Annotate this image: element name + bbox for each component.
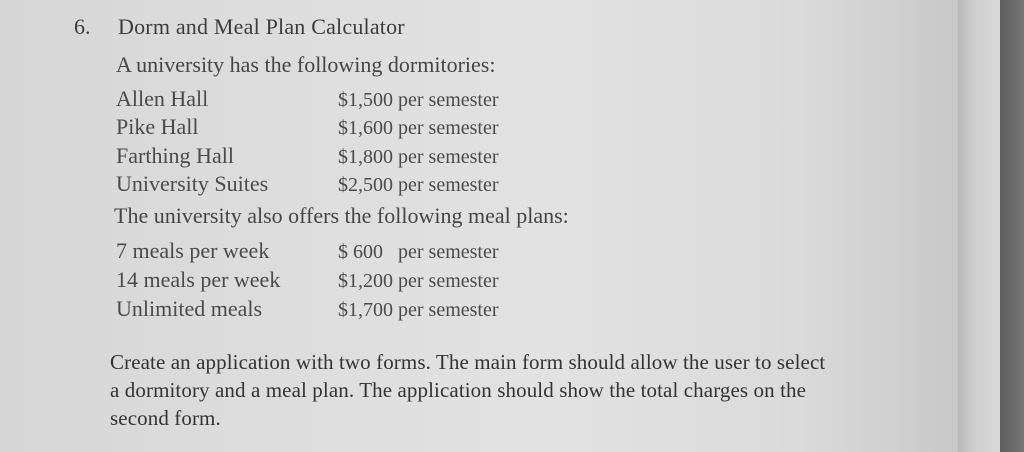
meal-row	[116, 238, 499, 264]
problem-title: Dorm and Meal Plan Calculator	[118, 14, 405, 39]
problem-number: 6.	[74, 14, 91, 39]
dorm-name: Allen Hall	[116, 86, 209, 111]
dorm-price: $1,800 per semester	[338, 146, 499, 168]
meals-intro: The university also offers the following meal plans:	[114, 203, 569, 228]
meal-price: $ 600 per semester	[338, 241, 499, 263]
page-edge	[958, 0, 1000, 452]
dorm-price: $2,500 per semester	[338, 174, 499, 196]
dorm-row	[116, 143, 499, 169]
dorm-name: University Suites	[116, 171, 269, 196]
meal-name: Unlimited meals	[116, 296, 263, 321]
meal-name: 7 meals per week	[116, 238, 270, 263]
problem-heading	[74, 14, 405, 40]
meal-row	[116, 296, 499, 322]
instructions-line: Create an application with two forms. The main form should allow the user to select	[110, 350, 826, 374]
dorm-price: $1,600 per semester	[338, 117, 499, 139]
dorm-row	[116, 86, 499, 112]
instructions-line: second form.	[110, 406, 221, 430]
dorm-name: Farthing Hall	[116, 143, 234, 168]
meal-name: 14 meals per week	[116, 267, 281, 292]
dorms-intro: A university has the following dormitories:	[116, 52, 496, 77]
instructions-line: a dormitory and a meal plan. The application should show the total charges on the	[110, 378, 807, 402]
meal-row	[116, 267, 499, 293]
dorm-row	[116, 114, 499, 140]
meal-price: $1,200 per semester	[338, 270, 499, 292]
dorm-price: $1,500 per semester	[338, 89, 499, 111]
dorm-name: Pike Hall	[116, 114, 199, 139]
meal-price: $1,700 per semester	[338, 299, 499, 321]
background-shadow	[1000, 0, 1024, 452]
dorm-row	[116, 171, 499, 197]
